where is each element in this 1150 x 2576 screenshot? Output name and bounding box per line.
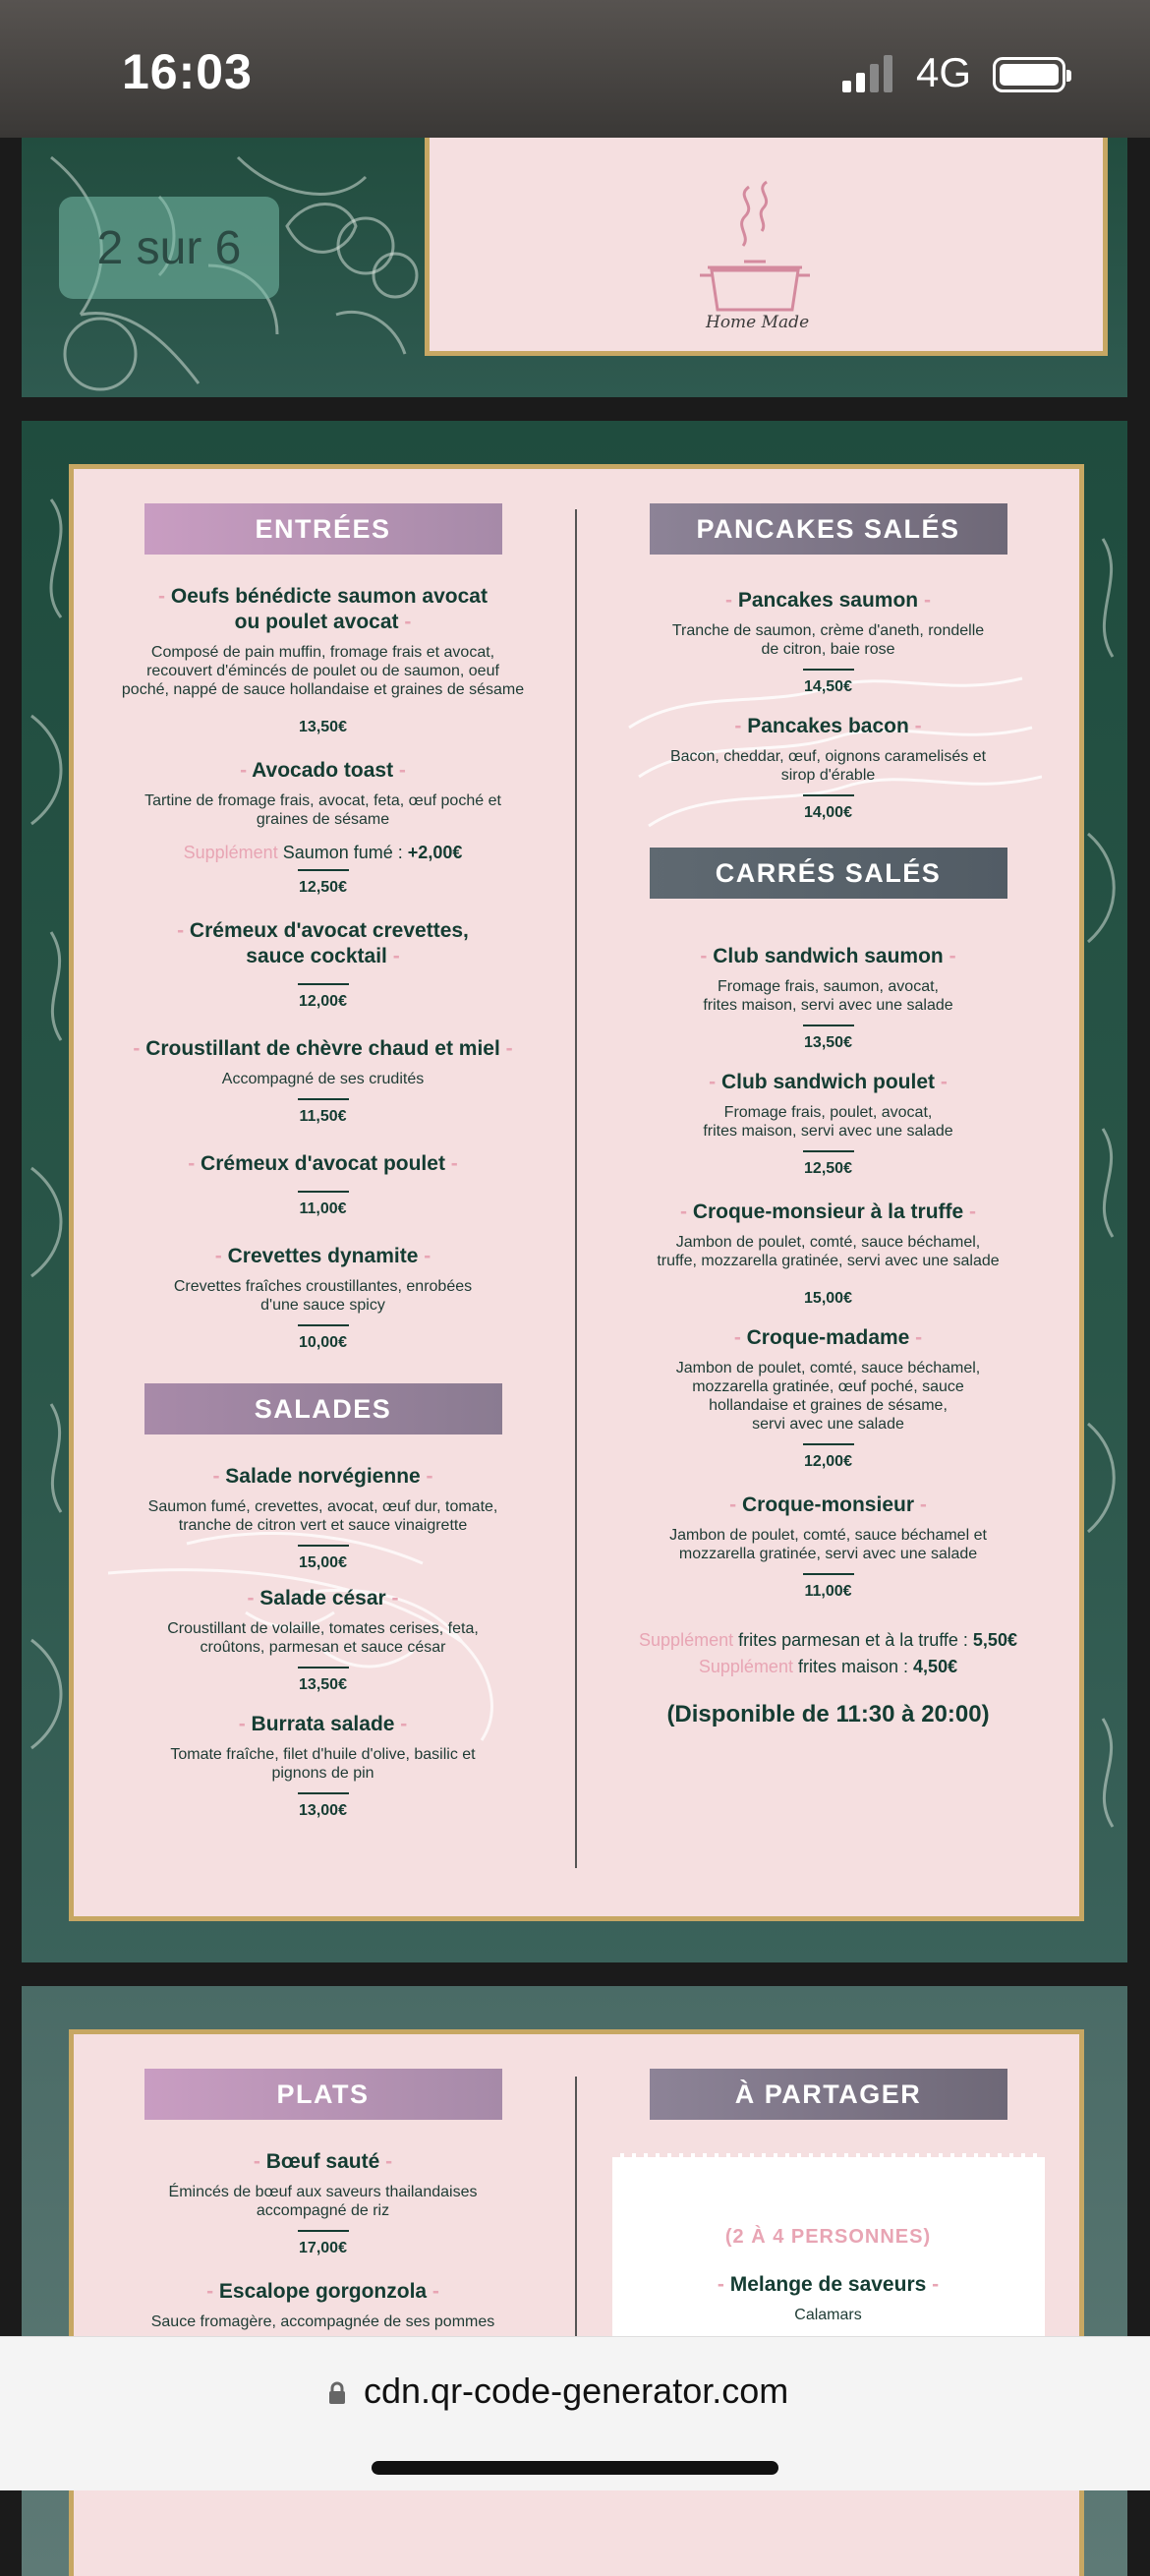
item-price: 17,00€ xyxy=(299,2240,347,2256)
item-name: - Salade césar - xyxy=(247,1587,399,1610)
item-price: 14,50€ xyxy=(804,678,852,695)
item-name: - Melange de saveurs - xyxy=(717,2273,940,2296)
item-description: Fromage frais, saumon, avocat, frites maison, servi avec une salade xyxy=(703,978,953,1014)
menu-item xyxy=(590,588,1066,696)
price-rule xyxy=(298,983,349,985)
price-rule xyxy=(298,869,349,871)
supplement-line: Supplément Saumon fumé : +2,00€ xyxy=(183,843,463,862)
column-divider xyxy=(575,2077,577,2342)
lock-icon xyxy=(327,2380,347,2406)
price-rule xyxy=(298,1667,349,1669)
item-price: 15,00€ xyxy=(804,1290,852,1307)
signal-icon xyxy=(840,55,899,94)
menu-item xyxy=(85,1151,561,1218)
item-description: Accompagné de ses crudités xyxy=(221,1071,425,1087)
entrees-header: ENTRÉES xyxy=(144,503,502,555)
item-description: Jambon de poulet, comté, sauce béchamel, mozzarella gratinée, œuf poché, sauce hollandaise et graines de sésame, servi avec une salade xyxy=(675,1360,981,1433)
menu-item xyxy=(85,758,561,897)
battery-icon xyxy=(993,57,1065,92)
item-description: Tartine de fromage frais, avocat, feta, œuf poché et graines de sésame xyxy=(144,792,501,828)
price-rule xyxy=(298,1792,349,1794)
item-name-line2: ou poulet avocat - xyxy=(234,611,412,633)
partager-note: (2 À 4 PERSONNES) xyxy=(724,2226,932,2248)
item-name: - Oeufs bénédicte saumon avocat xyxy=(158,585,488,608)
menu-item xyxy=(85,2149,561,2257)
item-description: Fromage frais, poulet, avocat, frites maison, servi avec une salade xyxy=(703,1104,953,1140)
item-description: Saumon fumé, crevettes, avocat, œuf dur, tomate, tranche de citron vert et sauce vinaigrette xyxy=(147,1498,498,1534)
status-time: 16:03 xyxy=(122,44,253,99)
price-rule xyxy=(298,1545,349,1547)
cooking-pot-icon xyxy=(690,177,818,324)
pancakes-header: PANCAKES SALÉS xyxy=(650,503,1007,555)
item-price: 14,00€ xyxy=(804,804,852,821)
item-description: Tomate fraîche, filet d'huile d'olive, basilic et pignons de pin xyxy=(170,1746,476,1782)
item-name-line2: sauce cocktail - xyxy=(246,945,400,967)
home-made-label: Home Made xyxy=(706,313,810,332)
item-description: Sauce fromagère, accompagnée de ses pommes xyxy=(150,2313,495,2330)
item-price: 12,50€ xyxy=(299,879,347,896)
price-rule xyxy=(803,1443,854,1445)
status-bar xyxy=(0,0,1150,138)
item-name: - Crémeux d'avocat crevettes, xyxy=(177,919,469,942)
item-name: - Croustillant de chèvre chaud et miel - xyxy=(133,1037,513,1060)
item-price: 10,00€ xyxy=(299,1334,347,1351)
column-divider xyxy=(575,509,577,1868)
menu-item xyxy=(590,944,1066,1052)
item-price: 11,00€ xyxy=(299,1200,347,1217)
item-name: - Pancakes saumon - xyxy=(725,589,931,612)
availability-note: (Disponible de 11:30 à 20:00) xyxy=(666,1701,990,1727)
item-description: Calamars xyxy=(794,2307,862,2323)
menu-item xyxy=(590,1493,1066,1601)
item-description: Crevettes fraîches croustillantes, enrobées d'une sauce spicy xyxy=(173,1278,473,1314)
item-name: - Croque-monsieur - xyxy=(729,1493,927,1516)
right-column xyxy=(590,503,1066,1728)
item-description: Croustillant de volaille, tomates cerises, feta, croûtons, parmesan et sauce césar xyxy=(167,1620,479,1656)
price-rule xyxy=(803,1573,854,1575)
left-column xyxy=(85,503,561,1820)
menu-item xyxy=(85,1036,561,1126)
home-indicator[interactable] xyxy=(372,2461,778,2475)
item-name: - Avocado toast - xyxy=(240,759,406,782)
menu-item xyxy=(85,2279,561,2331)
item-price: 12,50€ xyxy=(804,1160,852,1177)
item-name: - Burrata salade - xyxy=(238,1713,408,1735)
item-name: - Croque-monsieur à la truffe - xyxy=(679,1200,977,1223)
item-name: - Salade norvégienne - xyxy=(212,1465,433,1488)
price-rule xyxy=(803,1025,854,1026)
price-rule xyxy=(298,709,349,711)
salades-header: SALADES xyxy=(144,1383,502,1434)
price-rule xyxy=(803,794,854,796)
item-name: - Bœuf sauté - xyxy=(253,2150,393,2173)
item-price: 15,00€ xyxy=(299,1554,347,1571)
price-rule xyxy=(803,669,854,671)
price-rule xyxy=(298,1191,349,1193)
botanical-border-right xyxy=(1078,421,1127,1962)
item-price: 13,50€ xyxy=(804,1034,852,1051)
item-description: Composé de pain muffin, fromage frais et avocat, recouvert d'émincés de poulet ou de saumon, oeuf poché, nappé de sauce hollandaise et graines de sésame xyxy=(121,644,525,698)
item-description: Jambon de poulet, comté, sauce béchamel, truffe, mozzarella gratinée, servi avec une salade xyxy=(657,1234,1000,1269)
item-name: - Pancakes bacon - xyxy=(734,715,922,737)
plats-header: PLATS xyxy=(144,2069,502,2120)
menu-item xyxy=(85,1712,561,1820)
item-price: 12,00€ xyxy=(299,993,347,1010)
menu-item xyxy=(85,1244,561,1352)
item-name: - Croque-madame - xyxy=(733,1326,923,1349)
menu-item xyxy=(590,1070,1066,1178)
item-price: 12,00€ xyxy=(804,1453,852,1470)
item-name: - Crevettes dynamite - xyxy=(214,1245,431,1267)
supplement-line: Supplément frites maison : 4,50€ xyxy=(698,1657,958,1676)
url-text[interactable]: cdn.qr-code-generator.com xyxy=(364,2371,789,2411)
price-rule xyxy=(803,1150,854,1152)
price-rule xyxy=(298,1324,349,1326)
price-rule xyxy=(298,1098,349,1100)
item-price: 11,00€ xyxy=(804,1583,852,1600)
menu-item xyxy=(85,1586,561,1694)
item-price: 11,50€ xyxy=(299,1108,347,1125)
item-description: Jambon de poulet, comté, sauce béchamel et mozzarella gratinée, servi avec une salade xyxy=(669,1527,987,1562)
item-description: Émincés de bœuf aux saveurs thailandaises accompagné de riz xyxy=(168,2184,478,2219)
menu-item xyxy=(590,1325,1066,1471)
browser-url-bar[interactable] xyxy=(0,2336,1150,2490)
menu-item xyxy=(85,584,561,736)
partager-column xyxy=(590,2069,1066,2373)
plats-column xyxy=(85,2069,561,2331)
partager-header: À PARTAGER xyxy=(650,2069,1007,2120)
page-indicator: 2 sur 6 xyxy=(59,197,279,299)
menu-item xyxy=(85,918,561,1011)
item-description: Bacon, cheddar, œuf, oignons caramelisés et sirop d'érable xyxy=(669,748,987,784)
item-price: 13,50€ xyxy=(299,1676,347,1693)
supplement-line: Supplément frites parmesan et à la truffe : 5,50€ xyxy=(639,1630,1017,1650)
menu-item xyxy=(590,714,1066,822)
item-name: - Club sandwich saumon - xyxy=(700,945,956,967)
item-name: - Escalope gorgonzola - xyxy=(206,2280,439,2303)
item-name: - Crémeux d'avocat poulet - xyxy=(188,1152,458,1175)
network-type: 4G xyxy=(916,49,972,95)
price-rule xyxy=(803,1280,854,1282)
price-rule xyxy=(298,2230,349,2232)
menu-item xyxy=(590,1200,1066,1308)
menu-item xyxy=(85,1464,561,1572)
item-price: 13,50€ xyxy=(299,719,347,735)
carres-header: CARRÉS SALÉS xyxy=(650,848,1007,899)
item-name: - Club sandwich poulet - xyxy=(709,1071,948,1093)
item-price: 13,00€ xyxy=(299,1802,347,1819)
item-description: Tranche de saumon, crème d'aneth, rondelle de citron, baie rose xyxy=(671,622,985,658)
